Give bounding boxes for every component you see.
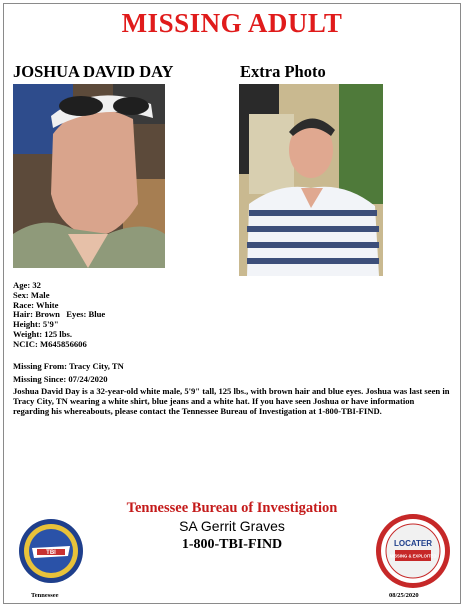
extra-photo: [239, 84, 383, 276]
detail-age: Age: 32: [13, 280, 41, 290]
footer-state: Tennessee: [31, 592, 59, 599]
agency-name: Tennessee Bureau of Investigation: [126, 500, 338, 516]
missing-since: Missing Since: 07/24/2020: [13, 373, 108, 384]
extra-photo-label: Extra Photo: [240, 62, 326, 81]
primary-photo: [13, 84, 165, 268]
case-description: Joshua David Day is a 32-year-old white male, 5'9" tall, 125 lbs., with brown hair and blue eyes. Joshua was last seen in Tracy City, TN wearing a white shirt, blue jeans and a white hat. If you have seen Joshua or have information regarding his whereabouts, please contact the Tennessee Bureau of Investigation at 1-800-TBI-FIND.: [13, 386, 450, 417]
tbi-seal-text: TBI: [46, 550, 56, 556]
tbi-badge-icon: [18, 518, 84, 584]
footer-date: 08/25/2020: [389, 592, 419, 599]
detail-hair-eyes: Hair: Brown Eyes: Blue: [13, 309, 106, 320]
contact-phone: 1-800-TBI-FIND: [181, 537, 283, 552]
missing-info: [13, 360, 124, 385]
person-name: JOSHUA DAVID DAY: [13, 62, 174, 81]
locater-ncmec-logo-icon: [375, 513, 451, 589]
poster-headline: MISSING ADULT: [121, 8, 343, 38]
detail-ncic: NCIC: M645856606: [13, 338, 87, 349]
detail-height: Height: 5'9": [13, 319, 59, 330]
detail-race: Race: White: [13, 299, 59, 310]
locater-text: LOCATER: [393, 539, 433, 548]
person-details: [13, 281, 105, 350]
missing-from: Missing From: Tracy City, TN: [13, 361, 124, 371]
agent-name: SA Gerrit Graves: [179, 518, 285, 534]
detail-sex: Sex: Male: [13, 289, 50, 300]
missing-exploited-text: MISSING & EXPLOITED: [389, 553, 437, 559]
detail-weight: Weight: 125 lbs.: [13, 328, 72, 339]
